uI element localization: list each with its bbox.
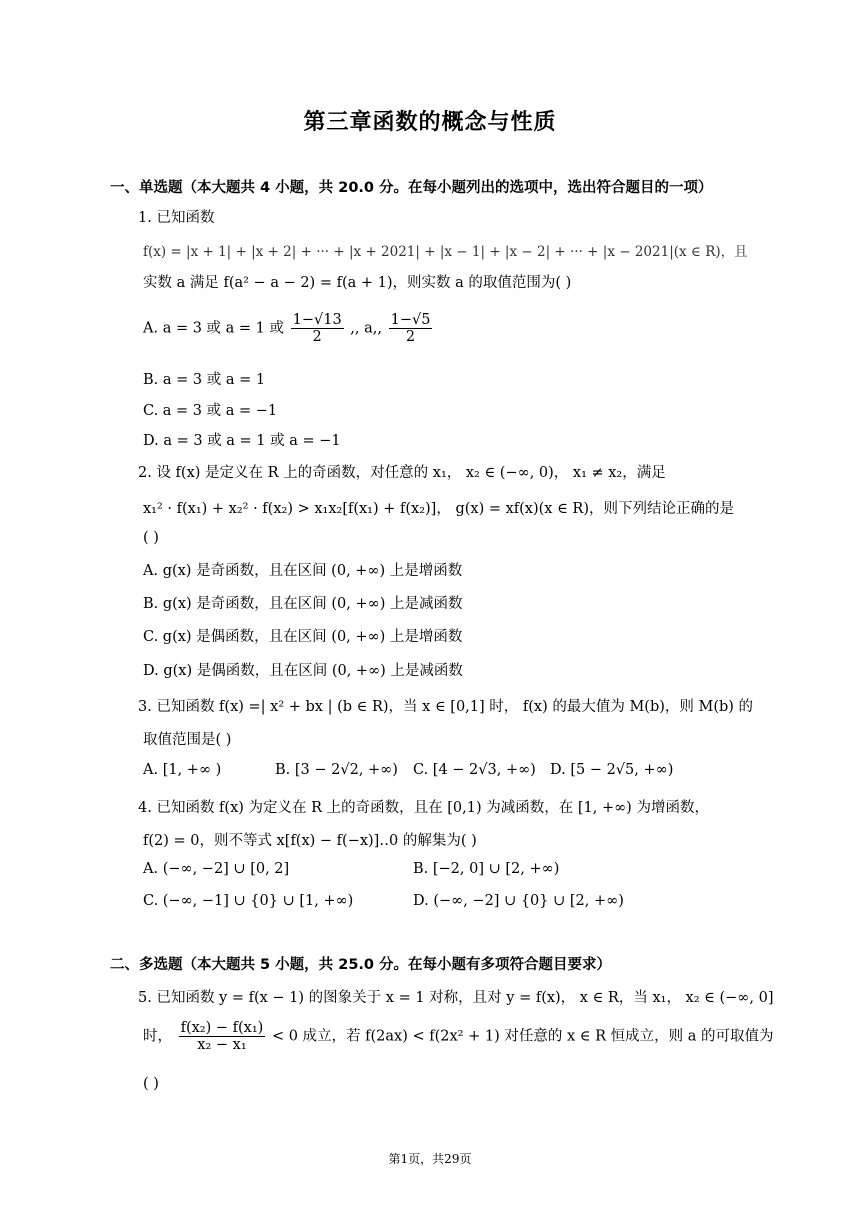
fraction-2 — [389, 312, 433, 345]
question-2-stem-line1: 2. 设 f(x) 是定义在 R 上的奇函数，对任意的 x₁， x₂ ∈ (−∞, 0)， x₁ ≠ x₂，满足 — [138, 465, 666, 481]
question-3-option-b: B. [3 − 2√2, +∞) — [275, 762, 398, 778]
question-5-fraction — [179, 1020, 266, 1053]
fraction-1-numerator: 1−√13 — [292, 312, 342, 328]
question-1-option-b: B. a = 3 或 a = 1 — [143, 372, 266, 388]
question-4-option-c: C. (−∞, −1] ∪ {0} ∪ [1, +∞) — [143, 893, 354, 909]
question-1-option-a — [143, 312, 434, 345]
fraction-2-numerator: 1−√5 — [390, 312, 431, 328]
option-a-prefix: A. a = 3 或 a = 1 或 — [143, 320, 284, 337]
question-5-stem-line2-prefix: 时， — [143, 1028, 172, 1045]
question-1-stem-line3: 实数 a 满足 f(a² − a − 2) = f(a + 1)，则实数 a 的取值范围为( ) — [143, 275, 572, 291]
question-3-option-d: D. [5 − 2√5, +∞) — [550, 762, 674, 778]
question-5-stem-line2-suffix: < 0 成立，若 f(2ax) < f(2x² + 1) 对任意的 x ∈ R 恒成立，则 a 的可取值为 — [271, 1028, 774, 1045]
question-3-option-a: A. [1, +∞ ) — [143, 762, 222, 778]
question-2-option-b: B. g(x) 是奇函数，且在区间 (0, +∞) 上是减函数 — [143, 596, 463, 612]
question-2-stem-line2: x₁² · f(x₁) + x₂² · f(x₂) > x₁x₂[f(x₁) + f(x₂)]， g(x) = xf(x)(x ∈ R)，则下列结论正确的是 — [143, 501, 734, 517]
question-5-stem-line2 — [143, 1020, 773, 1053]
question-4-option-b: B. [−2, 0] ∪ [2, +∞) — [413, 861, 560, 877]
question-5-fraction-denominator: x₂ − x₁ — [197, 1037, 247, 1053]
question-5-fraction-numerator: f(x₂) − f(x₁) — [180, 1020, 264, 1036]
question-2-option-a: A. g(x) 是奇函数，且在区间 (0, +∞) 上是增函数 — [143, 563, 463, 579]
question-3-option-c: C. [4 − 2√3, +∞) — [413, 762, 536, 778]
question-4-stem-line1: 4. 已知函数 f(x) 为定义在 R 上的奇函数，且在 [0,1) 为减函数，在 [1, +∞) 为增函数， — [138, 800, 709, 816]
question-4-option-a: A. (−∞, −2] ∪ [0, 2] — [143, 861, 290, 877]
question-1-stem-line2: f(x) = |x + 1| + |x + 2| + ··· + |x + 2021| + |x − 1| + |x − 2| + ··· + |x − 2021|(x ∈ R)，且 — [143, 244, 748, 260]
question-1-stem-line1: 1. 已知函数 — [138, 210, 215, 226]
question-5-stem-line3: ( ) — [143, 1076, 159, 1092]
section-heading-multiple-choice: 二、多选题（本大题共 5 小题，共 25.0 分。在每小题有多项符合题目要求） — [110, 957, 612, 973]
question-3-stem-line1: 3. 已知函数 f(x) =| x² + bx | (b ∈ R)，当 x ∈ [0,1] 时， f(x) 的最大值为 M(b)，则 M(b) 的 — [138, 699, 754, 715]
question-3-stem-line2: 取值范围是( ) — [143, 732, 232, 748]
question-4-option-d: D. (−∞, −2] ∪ {0} ∪ [2, +∞) — [413, 893, 624, 909]
question-2-option-c: C. g(x) 是偶函数，且在区间 (0, +∞) 上是增函数 — [143, 629, 463, 645]
question-2-option-d: D. g(x) 是偶函数，且在区间 (0, +∞) 上是减函数 — [143, 663, 463, 679]
page-footer: 第1页，共29页 — [388, 1152, 472, 1166]
question-1-option-c: C. a = 3 或 a = −1 — [143, 403, 278, 419]
question-5-stem-line1: 5. 已知函数 y = f(x − 1) 的图象关于 x = 1 对称，且对 y = f(x)， x ∈ R，当 x₁， x₂ ∈ (−∞, 0] — [138, 990, 774, 1006]
question-1-option-d: D. a = 3 或 a = 1 或 a = −1 — [143, 433, 341, 449]
question-4-stem-line2: f(2) = 0，则不等式 x[f(x) − f(−x)]‥0 的解集为( ) — [143, 833, 477, 849]
fraction-2-denominator: 2 — [405, 329, 416, 345]
fraction-1-denominator: 2 — [312, 329, 322, 345]
fraction-1 — [291, 312, 344, 345]
page-title: 第三章函数的概念与性质 — [303, 109, 557, 135]
option-a-middle: ,, a,, — [350, 320, 382, 337]
question-2-stem-line3: ( ) — [143, 530, 159, 546]
section-heading-single-choice: 一、单选题（本大题共 4 小题，共 20.0 分。在每小题列出的选项中，选出符合题目的一项） — [110, 180, 713, 196]
